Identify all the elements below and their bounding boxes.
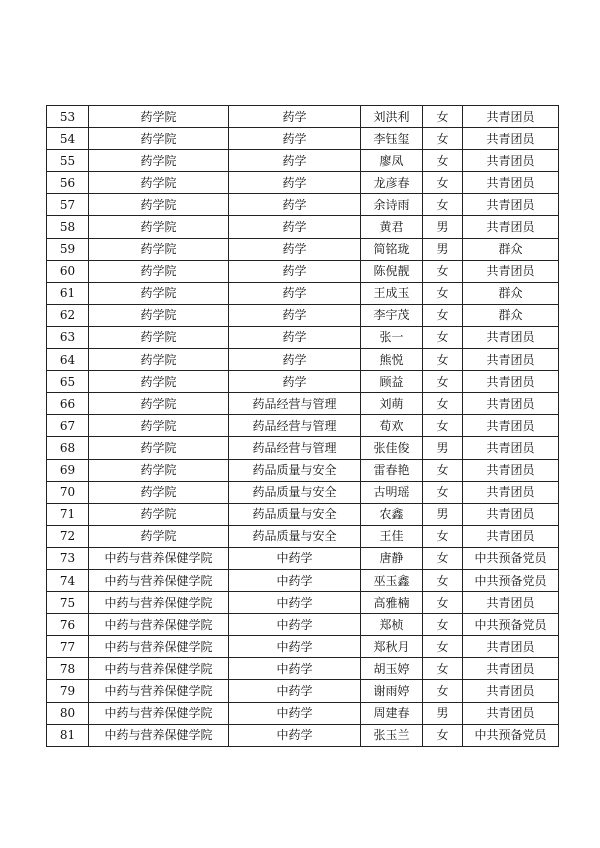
row-number: 75: [47, 592, 89, 614]
political-status-cell: 共青团员: [463, 216, 559, 238]
political-status-cell: 群众: [463, 238, 559, 260]
name-cell: 刘萌: [361, 393, 423, 415]
political-status-cell: 群众: [463, 304, 559, 326]
table-row: [47, 393, 559, 415]
name-cell: 简铭珑: [361, 238, 423, 260]
political-status-cell: 共青团员: [463, 349, 559, 371]
name-cell: 熊悦: [361, 349, 423, 371]
political-status-cell: 中共预备党员: [463, 547, 559, 569]
political-status-cell: 共青团员: [463, 592, 559, 614]
gender-cell: 女: [423, 658, 463, 680]
political-status-cell: 中共预备党员: [463, 569, 559, 591]
political-status-cell: 共青团员: [463, 415, 559, 437]
major-cell: 药学: [229, 238, 361, 260]
political-status-cell: 共青团员: [463, 106, 559, 128]
table-row: [47, 260, 559, 282]
college-cell: 药学院: [89, 150, 229, 172]
major-cell: 药品质量与安全: [229, 525, 361, 547]
gender-cell: 女: [423, 636, 463, 658]
table-row: [47, 503, 559, 525]
name-cell: 唐静: [361, 547, 423, 569]
major-cell: 中药学: [229, 614, 361, 636]
college-cell: 药学院: [89, 216, 229, 238]
major-cell: 药学: [229, 172, 361, 194]
row-number: 72: [47, 525, 89, 547]
row-number: 61: [47, 282, 89, 304]
gender-cell: 女: [423, 128, 463, 150]
table-row: [47, 569, 559, 591]
name-cell: 廖凤: [361, 150, 423, 172]
college-cell: 药学院: [89, 459, 229, 481]
major-cell: 药学: [229, 260, 361, 282]
name-cell: 郑秋月: [361, 636, 423, 658]
college-cell: 药学院: [89, 393, 229, 415]
major-cell: 药学: [229, 349, 361, 371]
major-cell: 药学: [229, 128, 361, 150]
row-number: 77: [47, 636, 89, 658]
major-cell: 中药学: [229, 569, 361, 591]
name-cell: 古明瑶: [361, 481, 423, 503]
college-cell: 中药与营养保健学院: [89, 680, 229, 702]
political-status-cell: 共青团员: [463, 459, 559, 481]
table-row: [47, 547, 559, 569]
gender-cell: 女: [423, 150, 463, 172]
name-cell: 王成玉: [361, 282, 423, 304]
name-cell: 周建春: [361, 702, 423, 724]
major-cell: 药学: [229, 371, 361, 393]
table-row: [47, 724, 559, 746]
college-cell: 中药与营养保健学院: [89, 636, 229, 658]
table-row: [47, 437, 559, 459]
row-number: 64: [47, 349, 89, 371]
table-row: [47, 282, 559, 304]
gender-cell: 男: [423, 216, 463, 238]
row-number: 66: [47, 393, 89, 415]
table-row: [47, 525, 559, 547]
political-status-cell: 共青团员: [463, 702, 559, 724]
college-cell: 中药与营养保健学院: [89, 547, 229, 569]
major-cell: 药学: [229, 194, 361, 216]
name-cell: 雷春艳: [361, 459, 423, 481]
table-row: [47, 459, 559, 481]
table-row: [47, 194, 559, 216]
table-row: [47, 172, 559, 194]
college-cell: 中药与营养保健学院: [89, 614, 229, 636]
row-number: 80: [47, 702, 89, 724]
row-number: 69: [47, 459, 89, 481]
row-number: 60: [47, 260, 89, 282]
major-cell: 中药学: [229, 724, 361, 746]
college-cell: 药学院: [89, 437, 229, 459]
college-cell: 中药与营养保健学院: [89, 702, 229, 724]
college-cell: 药学院: [89, 503, 229, 525]
table-row: [47, 636, 559, 658]
major-cell: 药品质量与安全: [229, 503, 361, 525]
row-number: 68: [47, 437, 89, 459]
college-cell: 药学院: [89, 415, 229, 437]
political-status-cell: 共青团员: [463, 326, 559, 348]
gender-cell: 女: [423, 304, 463, 326]
gender-cell: 女: [423, 569, 463, 591]
name-cell: 张玉兰: [361, 724, 423, 746]
college-cell: 药学院: [89, 128, 229, 150]
table-row: [47, 415, 559, 437]
major-cell: 药品经营与管理: [229, 437, 361, 459]
row-number: 65: [47, 371, 89, 393]
name-cell: 胡玉婷: [361, 658, 423, 680]
college-cell: 中药与营养保健学院: [89, 592, 229, 614]
student-table: [46, 105, 559, 747]
major-cell: 药品经营与管理: [229, 415, 361, 437]
name-cell: 王佳: [361, 525, 423, 547]
gender-cell: 女: [423, 282, 463, 304]
political-status-cell: 中共预备党员: [463, 724, 559, 746]
name-cell: 李宇茂: [361, 304, 423, 326]
major-cell: 药品质量与安全: [229, 459, 361, 481]
major-cell: 药品质量与安全: [229, 481, 361, 503]
row-number: 70: [47, 481, 89, 503]
college-cell: 中药与营养保健学院: [89, 569, 229, 591]
table-body: [47, 106, 559, 747]
political-status-cell: 共青团员: [463, 194, 559, 216]
gender-cell: 女: [423, 172, 463, 194]
table-row: [47, 702, 559, 724]
table-row: [47, 150, 559, 172]
college-cell: 中药与营养保健学院: [89, 658, 229, 680]
gender-cell: 女: [423, 592, 463, 614]
gender-cell: 女: [423, 481, 463, 503]
row-number: 63: [47, 326, 89, 348]
political-status-cell: 共青团员: [463, 150, 559, 172]
table-row: [47, 106, 559, 128]
row-number: 56: [47, 172, 89, 194]
major-cell: 中药学: [229, 702, 361, 724]
row-number: 71: [47, 503, 89, 525]
major-cell: 中药学: [229, 547, 361, 569]
gender-cell: 女: [423, 326, 463, 348]
gender-cell: 女: [423, 525, 463, 547]
table-row: [47, 128, 559, 150]
major-cell: 中药学: [229, 680, 361, 702]
name-cell: 高雅楠: [361, 592, 423, 614]
political-status-cell: 共青团员: [463, 503, 559, 525]
political-status-cell: 共青团员: [463, 260, 559, 282]
name-cell: 荀欢: [361, 415, 423, 437]
student-list-sheet: [46, 105, 558, 747]
political-status-cell: 共青团员: [463, 371, 559, 393]
row-number: 76: [47, 614, 89, 636]
name-cell: 刘洪利: [361, 106, 423, 128]
gender-cell: 男: [423, 238, 463, 260]
row-number: 81: [47, 724, 89, 746]
college-cell: 药学院: [89, 194, 229, 216]
gender-cell: 女: [423, 547, 463, 569]
gender-cell: 女: [423, 614, 463, 636]
row-number: 78: [47, 658, 89, 680]
college-cell: 药学院: [89, 238, 229, 260]
college-cell: 药学院: [89, 371, 229, 393]
college-cell: 药学院: [89, 260, 229, 282]
college-cell: 药学院: [89, 282, 229, 304]
major-cell: 中药学: [229, 658, 361, 680]
name-cell: 张一: [361, 326, 423, 348]
row-number: 73: [47, 547, 89, 569]
political-status-cell: 共青团员: [463, 636, 559, 658]
college-cell: 药学院: [89, 525, 229, 547]
major-cell: 药学: [229, 150, 361, 172]
row-number: 79: [47, 680, 89, 702]
table-row: [47, 304, 559, 326]
major-cell: 中药学: [229, 592, 361, 614]
major-cell: 药品经营与管理: [229, 393, 361, 415]
political-status-cell: 共青团员: [463, 128, 559, 150]
row-number: 57: [47, 194, 89, 216]
table-row: [47, 238, 559, 260]
row-number: 67: [47, 415, 89, 437]
gender-cell: 女: [423, 371, 463, 393]
row-number: 58: [47, 216, 89, 238]
gender-cell: 女: [423, 724, 463, 746]
college-cell: 中药与营养保健学院: [89, 724, 229, 746]
table-row: [47, 592, 559, 614]
political-status-cell: 中共预备党员: [463, 614, 559, 636]
major-cell: 药学: [229, 282, 361, 304]
row-number: 53: [47, 106, 89, 128]
row-number: 54: [47, 128, 89, 150]
table-row: [47, 680, 559, 702]
gender-cell: 男: [423, 702, 463, 724]
row-number: 55: [47, 150, 89, 172]
name-cell: 陈倪靓: [361, 260, 423, 282]
table-row: [47, 349, 559, 371]
political-status-cell: 共青团员: [463, 172, 559, 194]
gender-cell: 女: [423, 680, 463, 702]
gender-cell: 女: [423, 393, 463, 415]
name-cell: 余诗雨: [361, 194, 423, 216]
major-cell: 药学: [229, 326, 361, 348]
gender-cell: 女: [423, 194, 463, 216]
political-status-cell: 共青团员: [463, 658, 559, 680]
gender-cell: 女: [423, 349, 463, 371]
row-number: 59: [47, 238, 89, 260]
gender-cell: 女: [423, 106, 463, 128]
name-cell: 顾益: [361, 371, 423, 393]
table-row: [47, 371, 559, 393]
gender-cell: 男: [423, 437, 463, 459]
major-cell: 药学: [229, 304, 361, 326]
gender-cell: 女: [423, 260, 463, 282]
gender-cell: 男: [423, 503, 463, 525]
name-cell: 谢雨婷: [361, 680, 423, 702]
college-cell: 药学院: [89, 349, 229, 371]
major-cell: 中药学: [229, 636, 361, 658]
college-cell: 药学院: [89, 172, 229, 194]
college-cell: 药学院: [89, 106, 229, 128]
name-cell: 李钰玺: [361, 128, 423, 150]
name-cell: 农鑫: [361, 503, 423, 525]
major-cell: 药学: [229, 106, 361, 128]
table-row: [47, 658, 559, 680]
college-cell: 药学院: [89, 481, 229, 503]
political-status-cell: 共青团员: [463, 481, 559, 503]
table-row: [47, 326, 559, 348]
political-status-cell: 共青团员: [463, 393, 559, 415]
gender-cell: 女: [423, 415, 463, 437]
name-cell: 郑桢: [361, 614, 423, 636]
political-status-cell: 共青团员: [463, 680, 559, 702]
table-row: [47, 481, 559, 503]
college-cell: 药学院: [89, 304, 229, 326]
college-cell: 药学院: [89, 326, 229, 348]
name-cell: 黄君: [361, 216, 423, 238]
political-status-cell: 共青团员: [463, 525, 559, 547]
table-row: [47, 614, 559, 636]
name-cell: 龙彦春: [361, 172, 423, 194]
political-status-cell: 共青团员: [463, 437, 559, 459]
name-cell: 巫玉鑫: [361, 569, 423, 591]
row-number: 62: [47, 304, 89, 326]
row-number: 74: [47, 569, 89, 591]
political-status-cell: 群众: [463, 282, 559, 304]
major-cell: 药学: [229, 216, 361, 238]
table-row: [47, 216, 559, 238]
name-cell: 张佳俊: [361, 437, 423, 459]
gender-cell: 女: [423, 459, 463, 481]
